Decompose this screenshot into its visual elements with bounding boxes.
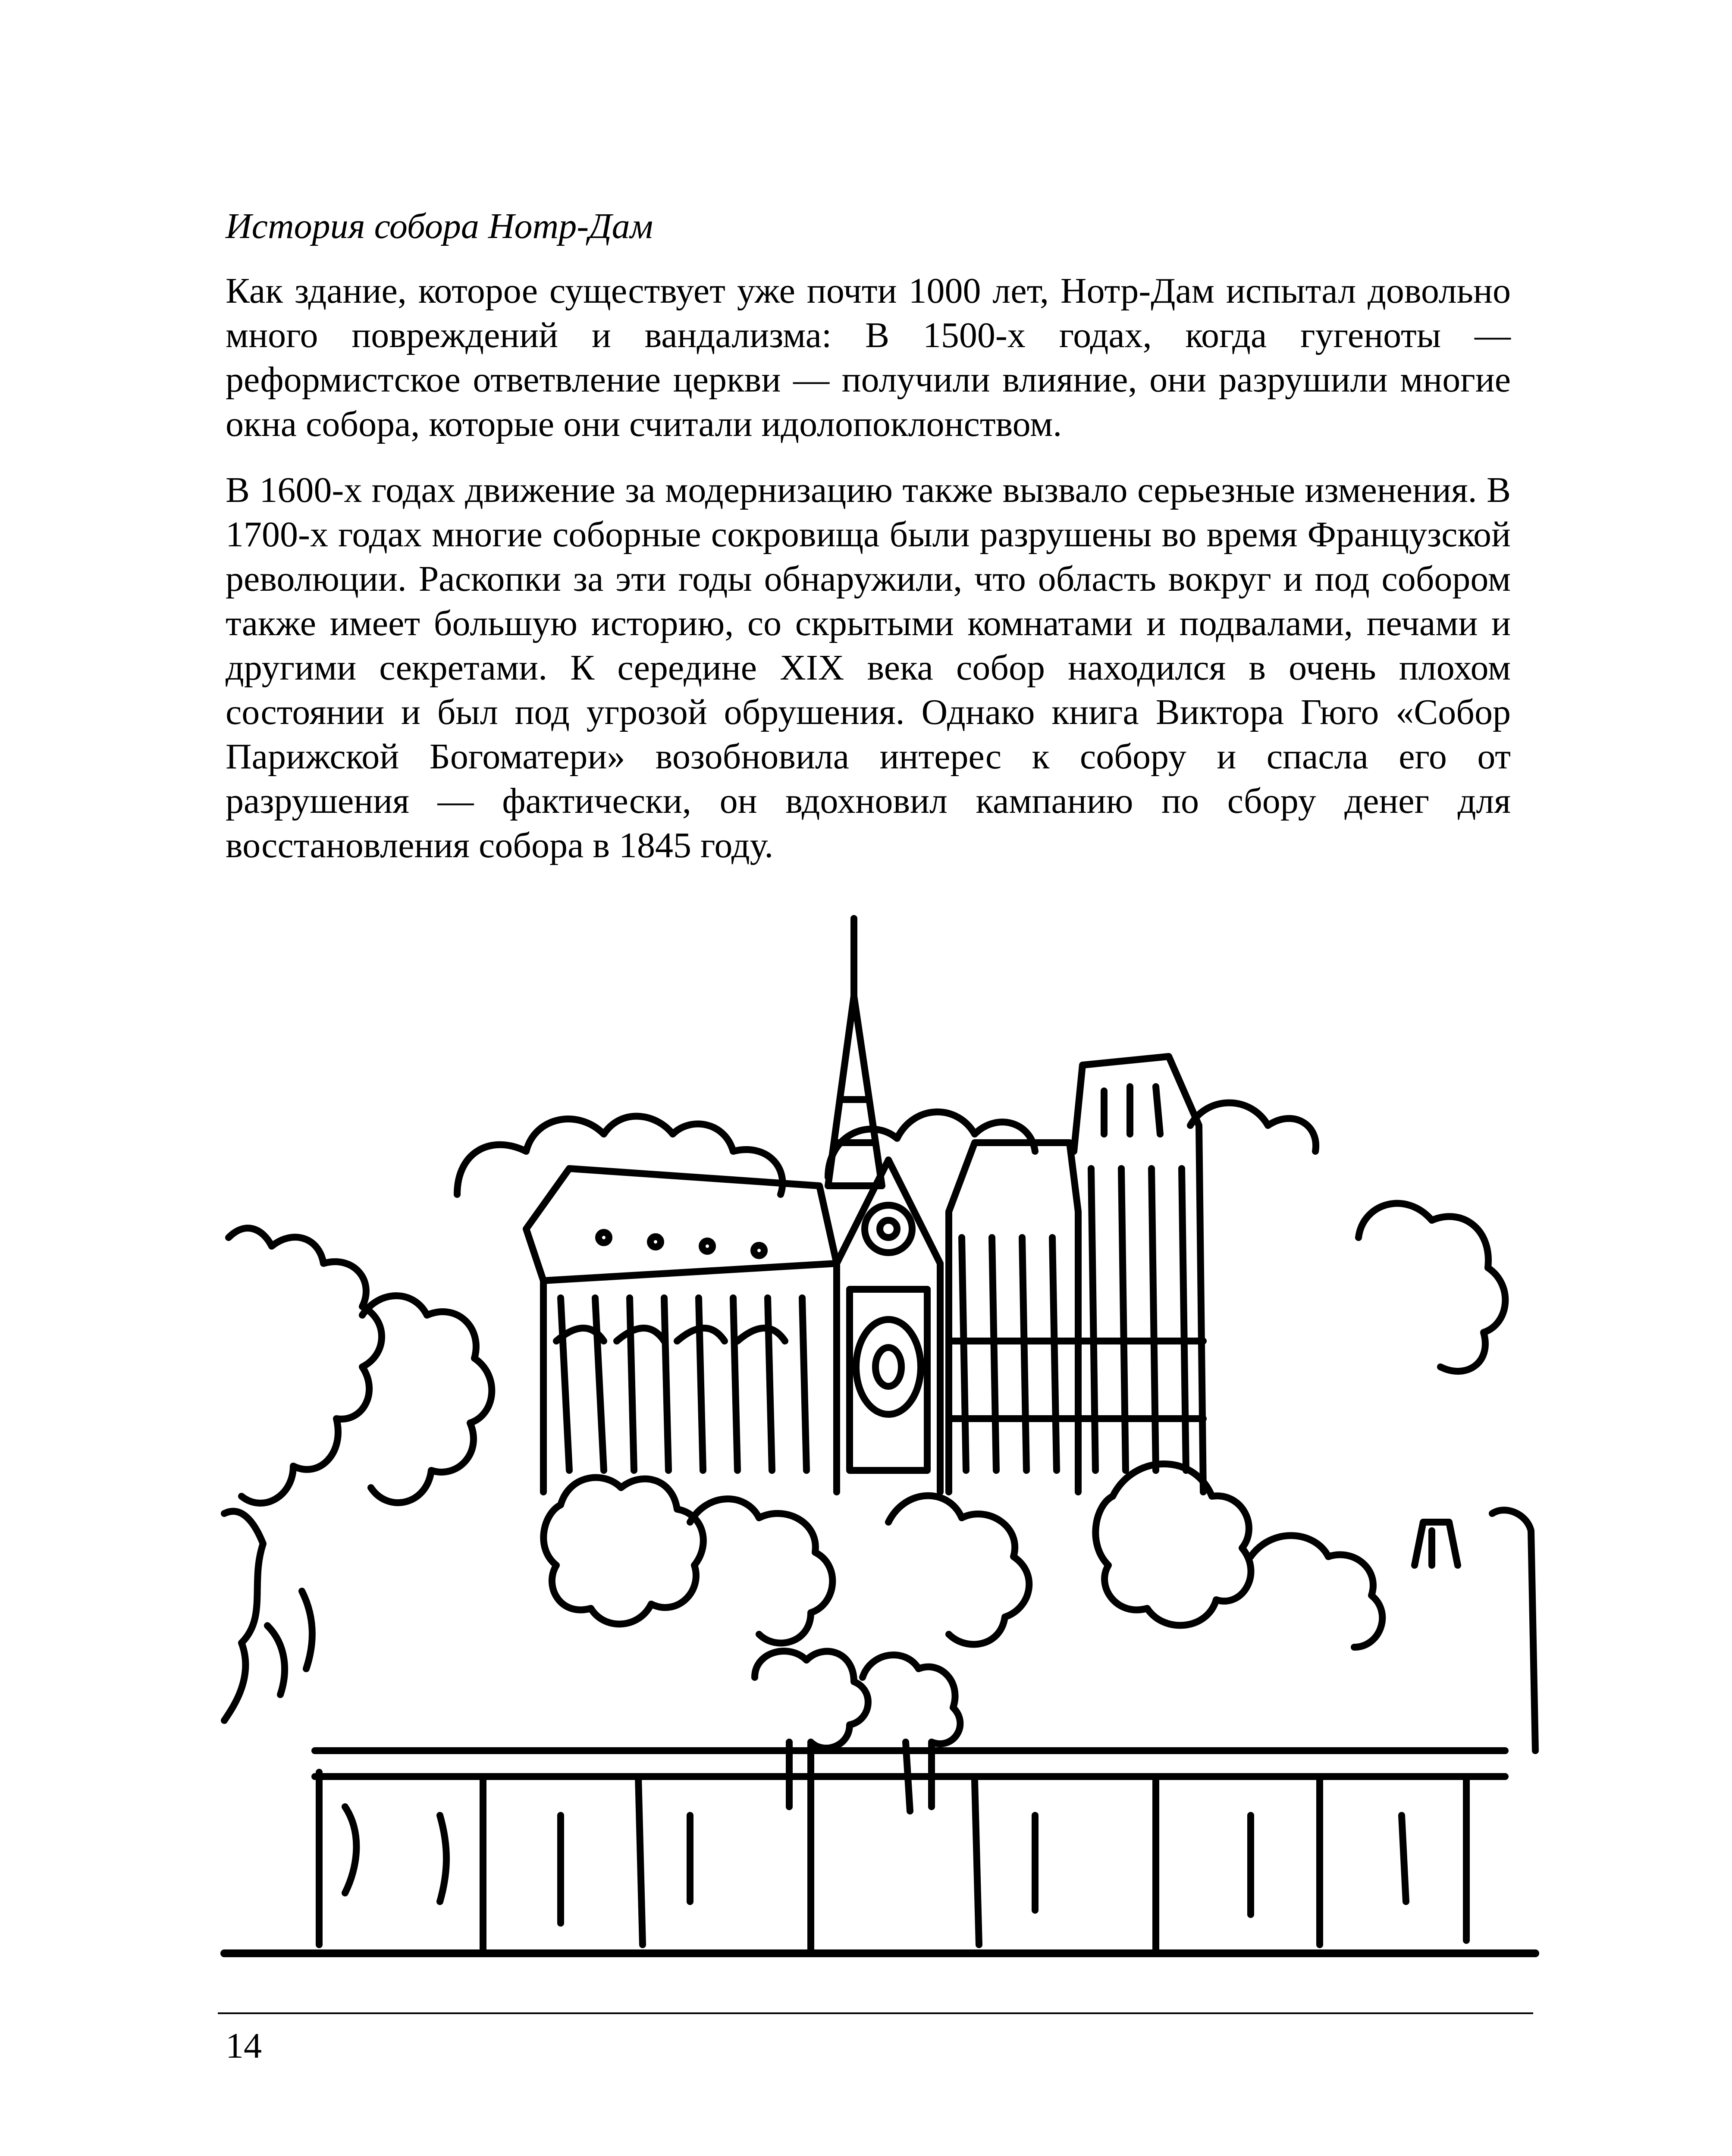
paragraph-1: Как здание, которое существует уже почти 1000 лет, Нотр-Дам испытал довольно много повреждений и вандализма: В 1500-х годах, когда гугеноты — реформистское ответвление церкви — получили влияние, они разрушили многие окна собора, которые они считали идолопоклонством. <box>226 271 1511 444</box>
footer-rule <box>218 2012 1533 2014</box>
paragraph-2: В 1600-х годах движение за модернизацию также вызвало серьезные изменения. В 1700-х годах многие соборные сокровища были разрушены во время Французской революции. Раскопки за эти годы обнаружили, что область вокруг и под собором также имеет большую историю, со скрытыми комнатами и подвалами, печами и другими секретами. К середине XIX века собор находился в очень плохом состоянии и был под угрозой обрушения. Однако книга Виктора Гюго «Собор Парижской Богоматери» возобновила интерес к собору и спасла его от разрушения — фактически, он вдохновил кампанию по сбору денег для восстановления собора в 1845 году. <box>226 470 1511 865</box>
notre-dame-line-drawing <box>216 910 1544 1975</box>
page-number: 14 <box>226 2026 262 2066</box>
section-heading: История собора Нотр-Дам <box>226 206 653 246</box>
